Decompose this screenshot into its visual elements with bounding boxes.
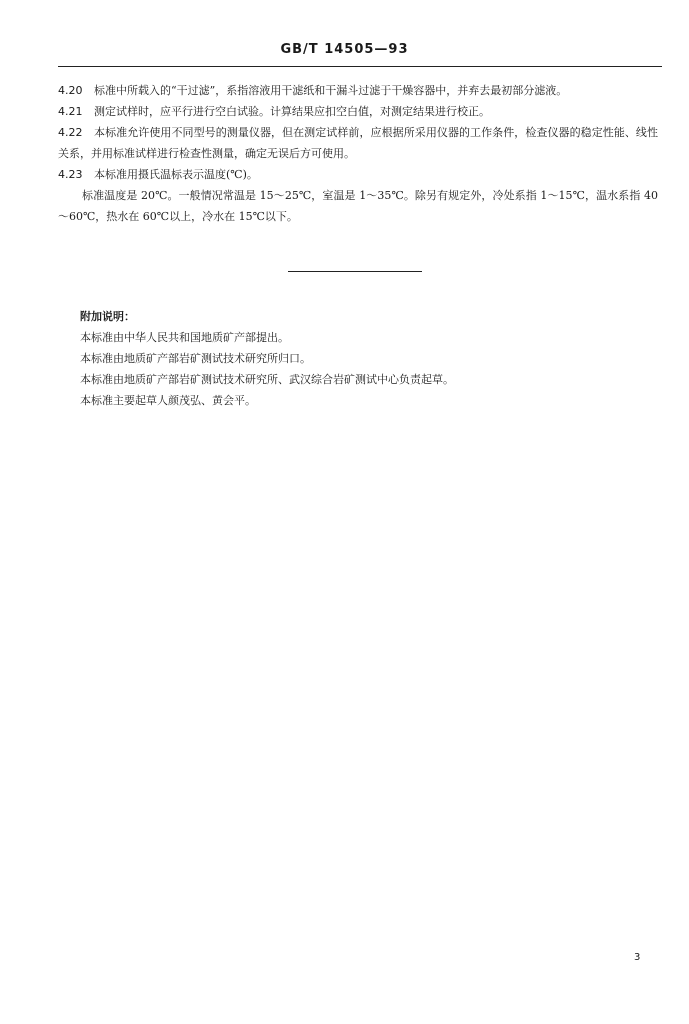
notes-line-drafter: 本标准由地质矿产部岩矿测试技术研究所、武汉综合岩矿测试中心负责起草。: [80, 373, 454, 386]
clauses-section: [58, 80, 658, 227]
clause-number: 4.22: [58, 126, 83, 139]
clause-text: 测定试样时，应平行进行空白试验。计算结果应扣空白值，对测定结果进行校正。: [94, 105, 490, 118]
notes-line-proposer: 本标准由中华人民共和国地质矿产部提出。: [80, 331, 289, 344]
clause-4-22: [58, 122, 658, 164]
clause-4-21: [58, 101, 658, 122]
clause-text: 标准中所载入的“干过滤”，系指溶液用干滤纸和干漏斗过滤于干燥容器中，并弃去最初部分滤液。: [94, 84, 568, 97]
notes-line-authors: 本标准主要起草人颜茂弘、黄会平。: [80, 394, 256, 407]
clause-number: 4.20: [58, 84, 83, 97]
section-end-rule: [288, 271, 422, 272]
clause-4-23: [58, 164, 658, 185]
clause-text: 本标准允许使用不同型号的测量仪器，但在测定试样前，应根据所采用仪器的工作条件，检查仪器的稳定性能、线性关系，并用标准试样进行检查性测量，确定无误后方可使用。: [58, 126, 658, 160]
clause-text: 本标准用摄氏温标表示温度(℃)。: [94, 168, 258, 181]
notes-line-administrator: 本标准由地质矿产部岩矿测试技术研究所归口。: [80, 352, 311, 365]
page-number: 3: [634, 952, 641, 963]
additional-notes: [80, 306, 640, 411]
standard-code-header: GB/T 14505—93: [280, 42, 409, 57]
clause-4-20: [58, 80, 658, 101]
clause-number: 4.23: [58, 168, 83, 181]
temperature-paragraph: 标准温度是 20℃。一般情况常温是 15～25℃，室温是 1～35℃。除另有规定外，冷处系指 1～15℃，温水系指 40～60℃，热水在 60℃以上，冷水在 15℃以下。: [58, 189, 658, 223]
header-rule: [58, 66, 662, 67]
clause-number: 4.21: [58, 105, 83, 118]
notes-title: 附加说明：: [80, 310, 135, 323]
